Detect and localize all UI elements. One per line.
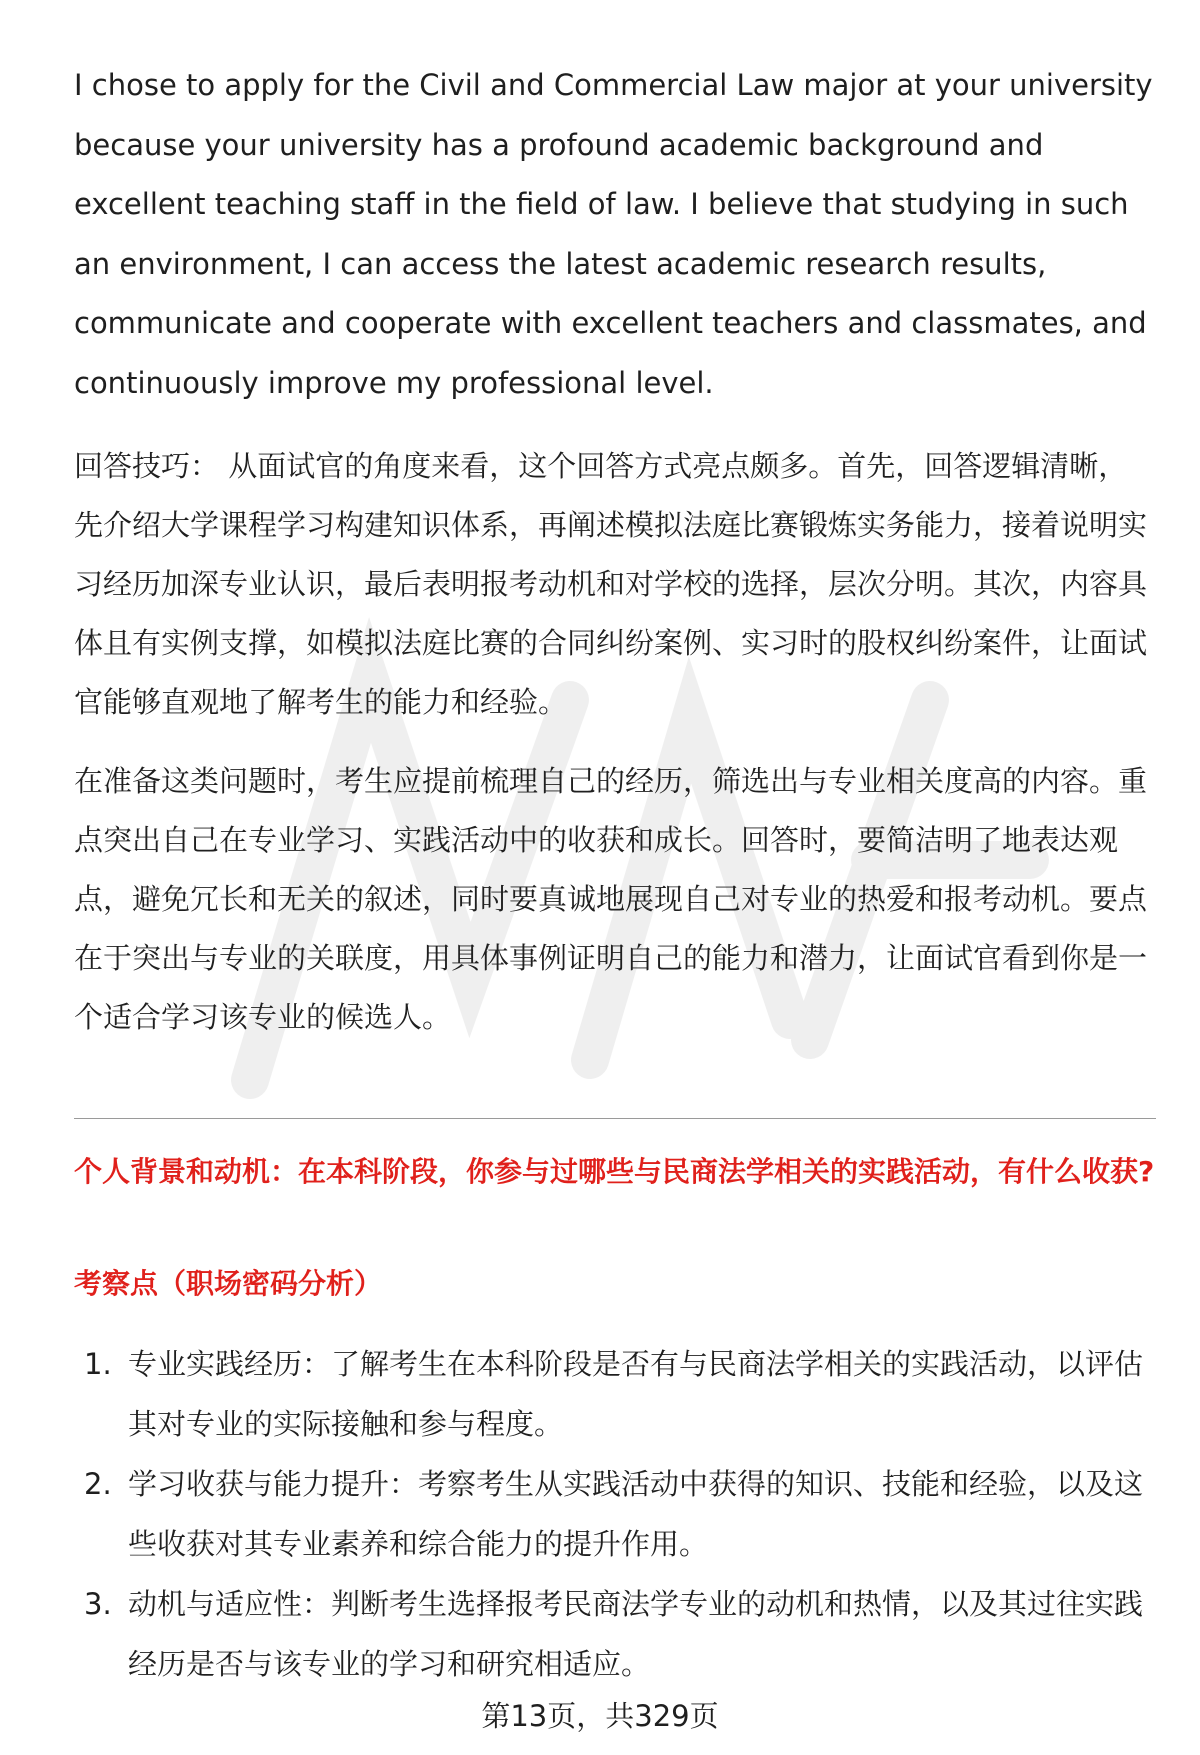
question-heading: 个人背景和动机：在本科阶段，你参与过哪些与民商法学相关的实践活动，有什么收获?	[74, 1155, 1155, 1188]
list-item-number: 3.	[84, 1587, 112, 1621]
answer-tips-label: 回答技巧：	[74, 449, 220, 483]
list-item	[74, 1454, 1156, 1574]
english-answer-paragraph: I chose to apply for the Civil and Commercial Law major at your university because your university has a profound academic background and excellent teaching staff in the field of law. I believe that studying in such an environment, I can access the latest academic research results, communicate and cooperate with excellent teachers and classmates, and continuously improve my professional level.	[74, 68, 1153, 400]
list-item-text: 专业实践经历：了解考生在本科阶段是否有与民商法学相关的实践活动，以评估其对专业的实际接触和参与程度。	[128, 1347, 1144, 1441]
preparation-advice-paragraph: 在准备这类问题时，考生应提前梳理自己的经历，筛选出与专业相关度高的内容。重点突出自己在专业学习、实践活动中的收获和成长。回答时，要简洁明了地表达观点，避免冗长和无关的叙述，同时要真诚地展现自己对专业的热爱和报考动机。要点在于突出与专业的关联度，用具体事例证明自己的能力和潜力，让面试官看到你是一个适合学习该专业的候选人。	[74, 764, 1148, 1034]
list-item-number: 2.	[84, 1467, 112, 1501]
list-item	[74, 1334, 1156, 1454]
page-number-footer: 第13页，共329页	[481, 1699, 719, 1733]
list-item-text: 动机与适应性：判断考生选择报考民商法学专业的动机和热情，以及其过往实践经历是否与该专业的学习和研究相适应。	[128, 1587, 1144, 1681]
list-item	[74, 1574, 1156, 1694]
answer-tips-paragraph	[74, 437, 1154, 732]
assessment-points-list	[74, 1334, 1156, 1694]
main-content	[74, 56, 1154, 1047]
list-item-text: 学习收获与能力提升：考察考生从实践活动中获得的知识、技能和经验，以及这些收获对其专业素养和综合能力的提升作用。	[128, 1467, 1144, 1561]
answer-tips-text: 从面试官的角度来看，这个回答方式亮点颇多。首先，回答逻辑清晰，先介绍大学课程学习构建知识体系，再阐述模拟法庭比赛锻炼实务能力，接着说明实习经历加深专业认识，最后表明报考动机和对学校的选择，层次分明。其次，内容具体且有实例支撑，如模拟法庭比赛的合同纠纷案例、实习时的股权纠纷案件，让面试官能够直观地了解考生的能力和经验。	[74, 449, 1148, 719]
list-item-number: 1.	[84, 1347, 112, 1381]
section-divider	[74, 1118, 1156, 1119]
analysis-heading: 考察点（职场密码分析）	[74, 1267, 383, 1300]
